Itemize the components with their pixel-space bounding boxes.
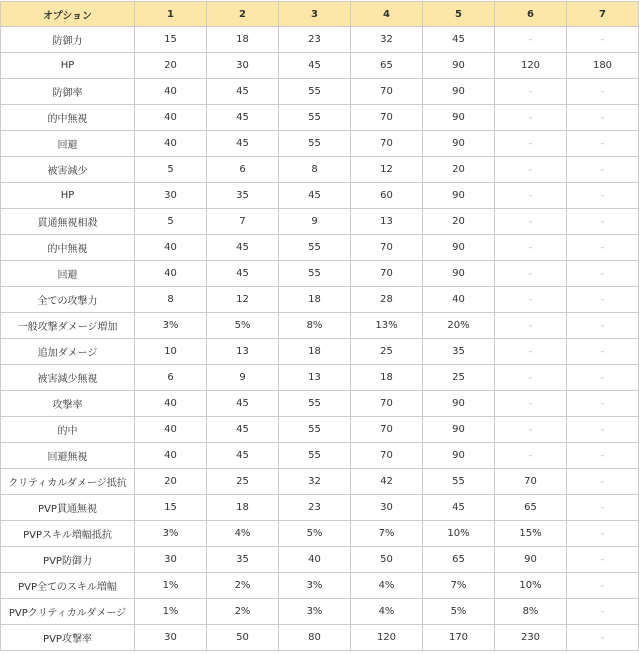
cell-level-7: - — [567, 391, 639, 417]
cell-level-1: 40 — [135, 235, 207, 261]
cell-level-7: - — [567, 365, 639, 391]
cell-level-1: 15 — [135, 27, 207, 53]
table-row — [1, 625, 639, 651]
cell-level-1: 8 — [135, 287, 207, 313]
cell-level-3: 23 — [279, 495, 351, 521]
cell-level-5: 90 — [423, 391, 495, 417]
cell-option-name: 被害減少無視 — [1, 365, 135, 391]
cell-level-7: - — [567, 157, 639, 183]
cell-option-name: 回避 — [1, 131, 135, 157]
cell-level-4: 70 — [351, 391, 423, 417]
cell-level-5: 90 — [423, 53, 495, 79]
cell-level-1: 40 — [135, 391, 207, 417]
cell-level-5: 90 — [423, 183, 495, 209]
header-level-3: 3 — [279, 2, 351, 27]
cell-level-6: - — [495, 105, 567, 131]
cell-level-2: 25 — [207, 469, 279, 495]
cell-option-name: 追加ダメージ — [1, 339, 135, 365]
cell-level-2: 45 — [207, 261, 279, 287]
cell-level-5: 20% — [423, 313, 495, 339]
header-level-5: 5 — [423, 2, 495, 27]
cell-level-2: 9 — [207, 365, 279, 391]
cell-level-4: 30 — [351, 495, 423, 521]
cell-level-1: 5 — [135, 209, 207, 235]
cell-level-2: 4% — [207, 521, 279, 547]
cell-option-name: 被害減少 — [1, 157, 135, 183]
cell-level-5: 25 — [423, 365, 495, 391]
cell-level-4: 65 — [351, 53, 423, 79]
table-row — [1, 599, 639, 625]
cell-level-5: 90 — [423, 79, 495, 105]
cell-level-3: 55 — [279, 79, 351, 105]
cell-option-name: 攻撃率 — [1, 391, 135, 417]
cell-level-3: 32 — [279, 469, 351, 495]
cell-level-1: 20 — [135, 53, 207, 79]
cell-level-4: 12 — [351, 157, 423, 183]
table-row — [1, 53, 639, 79]
cell-level-2: 45 — [207, 235, 279, 261]
cell-level-5: 90 — [423, 235, 495, 261]
cell-level-3: 13 — [279, 365, 351, 391]
cell-level-4: 70 — [351, 79, 423, 105]
cell-level-2: 45 — [207, 417, 279, 443]
cell-level-3: 45 — [279, 183, 351, 209]
cell-level-4: 70 — [351, 235, 423, 261]
table-header-row — [1, 2, 639, 27]
table-row — [1, 339, 639, 365]
cell-level-3: 3% — [279, 599, 351, 625]
cell-option-name: 回避 — [1, 261, 135, 287]
cell-level-3: 5% — [279, 521, 351, 547]
cell-level-5: 35 — [423, 339, 495, 365]
cell-level-3: 80 — [279, 625, 351, 651]
cell-level-6: 8% — [495, 599, 567, 625]
cell-level-2: 50 — [207, 625, 279, 651]
cell-level-1: 40 — [135, 443, 207, 469]
cell-level-3: 55 — [279, 261, 351, 287]
cell-level-5: 90 — [423, 261, 495, 287]
cell-level-2: 30 — [207, 53, 279, 79]
cell-level-5: 90 — [423, 131, 495, 157]
cell-option-name: 全ての攻撃力 — [1, 287, 135, 313]
cell-level-4: 4% — [351, 599, 423, 625]
cell-level-2: 45 — [207, 443, 279, 469]
cell-option-name: 貫通無視相殺 — [1, 209, 135, 235]
cell-level-3: 55 — [279, 131, 351, 157]
cell-option-name: PVP攻撃率 — [1, 625, 135, 651]
option-table — [0, 1, 639, 651]
table-row — [1, 287, 639, 313]
cell-level-5: 45 — [423, 27, 495, 53]
cell-level-7: - — [567, 79, 639, 105]
cell-level-4: 70 — [351, 261, 423, 287]
cell-option-name: PVPスキル増幅抵抗 — [1, 521, 135, 547]
cell-level-7: - — [567, 625, 639, 651]
cell-level-7: - — [567, 105, 639, 131]
cell-level-2: 35 — [207, 547, 279, 573]
cell-level-5: 170 — [423, 625, 495, 651]
cell-level-1: 15 — [135, 495, 207, 521]
cell-level-2: 13 — [207, 339, 279, 365]
cell-level-4: 50 — [351, 547, 423, 573]
cell-level-6: - — [495, 79, 567, 105]
cell-level-6: 65 — [495, 495, 567, 521]
cell-level-4: 120 — [351, 625, 423, 651]
cell-level-6: - — [495, 261, 567, 287]
cell-option-name: PVP貫通無視 — [1, 495, 135, 521]
cell-level-1: 30 — [135, 625, 207, 651]
cell-level-7: - — [567, 27, 639, 53]
cell-level-7: - — [567, 495, 639, 521]
header-level-2: 2 — [207, 2, 279, 27]
cell-level-7: - — [567, 417, 639, 443]
cell-level-3: 23 — [279, 27, 351, 53]
cell-level-3: 18 — [279, 339, 351, 365]
cell-level-4: 60 — [351, 183, 423, 209]
table-body — [1, 27, 639, 651]
cell-level-2: 18 — [207, 495, 279, 521]
cell-level-2: 45 — [207, 105, 279, 131]
cell-level-6: - — [495, 209, 567, 235]
table-row — [1, 157, 639, 183]
cell-level-1: 3% — [135, 521, 207, 547]
cell-level-6: - — [495, 313, 567, 339]
cell-level-5: 55 — [423, 469, 495, 495]
cell-level-7: - — [567, 183, 639, 209]
cell-level-4: 70 — [351, 105, 423, 131]
cell-level-6: 230 — [495, 625, 567, 651]
cell-level-6: - — [495, 391, 567, 417]
cell-option-name: 回避無視 — [1, 443, 135, 469]
table-row — [1, 27, 639, 53]
table-row — [1, 79, 639, 105]
cell-level-3: 18 — [279, 287, 351, 313]
cell-level-1: 6 — [135, 365, 207, 391]
cell-level-3: 3% — [279, 573, 351, 599]
cell-level-1: 40 — [135, 417, 207, 443]
cell-level-4: 18 — [351, 365, 423, 391]
cell-level-7: - — [567, 287, 639, 313]
cell-option-name: PVPクリティカルダメージ — [1, 599, 135, 625]
cell-level-7: - — [567, 521, 639, 547]
header-level-1: 1 — [135, 2, 207, 27]
cell-level-3: 55 — [279, 391, 351, 417]
cell-option-name: HP — [1, 183, 135, 209]
cell-level-5: 90 — [423, 417, 495, 443]
cell-level-4: 42 — [351, 469, 423, 495]
header-level-6: 6 — [495, 2, 567, 27]
cell-level-6: 120 — [495, 53, 567, 79]
table-row — [1, 469, 639, 495]
cell-level-7: - — [567, 599, 639, 625]
cell-level-3: 55 — [279, 105, 351, 131]
cell-level-7: - — [567, 131, 639, 157]
table-row — [1, 443, 639, 469]
cell-level-6: - — [495, 183, 567, 209]
cell-level-7: - — [567, 469, 639, 495]
cell-level-4: 13 — [351, 209, 423, 235]
cell-option-name: クリティカルダメージ抵抗 — [1, 469, 135, 495]
cell-level-4: 7% — [351, 521, 423, 547]
cell-level-5: 65 — [423, 547, 495, 573]
cell-level-1: 30 — [135, 183, 207, 209]
cell-level-6: - — [495, 157, 567, 183]
cell-level-1: 1% — [135, 573, 207, 599]
cell-level-2: 5% — [207, 313, 279, 339]
table-row — [1, 313, 639, 339]
cell-level-5: 7% — [423, 573, 495, 599]
cell-option-name: PVP全てのスキル増幅 — [1, 573, 135, 599]
cell-level-6: 15% — [495, 521, 567, 547]
cell-level-2: 12 — [207, 287, 279, 313]
cell-level-7: - — [567, 209, 639, 235]
cell-level-3: 8 — [279, 157, 351, 183]
table-row — [1, 261, 639, 287]
cell-level-1: 1% — [135, 599, 207, 625]
cell-level-7: 180 — [567, 53, 639, 79]
cell-level-2: 2% — [207, 599, 279, 625]
cell-level-6: 90 — [495, 547, 567, 573]
table-row — [1, 365, 639, 391]
cell-level-7: - — [567, 235, 639, 261]
cell-level-3: 9 — [279, 209, 351, 235]
cell-option-name: PVP防御力 — [1, 547, 135, 573]
cell-level-5: 90 — [423, 443, 495, 469]
header-option: オプション — [1, 2, 135, 27]
table-row — [1, 183, 639, 209]
cell-level-5: 90 — [423, 105, 495, 131]
cell-level-2: 35 — [207, 183, 279, 209]
cell-level-1: 30 — [135, 547, 207, 573]
cell-option-name: 的中無視 — [1, 235, 135, 261]
cell-level-4: 13% — [351, 313, 423, 339]
cell-level-1: 40 — [135, 79, 207, 105]
cell-level-5: 20 — [423, 209, 495, 235]
cell-option-name: 防御率 — [1, 79, 135, 105]
cell-option-name: 的中 — [1, 417, 135, 443]
cell-level-1: 40 — [135, 261, 207, 287]
table-row — [1, 391, 639, 417]
cell-level-6: - — [495, 339, 567, 365]
cell-level-7: - — [567, 547, 639, 573]
cell-level-6: - — [495, 287, 567, 313]
cell-level-1: 40 — [135, 131, 207, 157]
cell-level-2: 45 — [207, 391, 279, 417]
table-row — [1, 573, 639, 599]
header-level-7: 7 — [567, 2, 639, 27]
table-row — [1, 209, 639, 235]
cell-level-3: 40 — [279, 547, 351, 573]
table-row — [1, 495, 639, 521]
cell-option-name: HP — [1, 53, 135, 79]
cell-level-3: 45 — [279, 53, 351, 79]
cell-level-3: 55 — [279, 417, 351, 443]
cell-level-5: 20 — [423, 157, 495, 183]
cell-level-2: 18 — [207, 27, 279, 53]
cell-level-7: - — [567, 339, 639, 365]
cell-level-1: 3% — [135, 313, 207, 339]
cell-level-4: 32 — [351, 27, 423, 53]
cell-level-1: 5 — [135, 157, 207, 183]
cell-level-4: 70 — [351, 417, 423, 443]
table-row — [1, 235, 639, 261]
cell-level-1: 20 — [135, 469, 207, 495]
cell-level-6: - — [495, 365, 567, 391]
cell-level-3: 55 — [279, 443, 351, 469]
cell-level-1: 40 — [135, 105, 207, 131]
cell-level-1: 10 — [135, 339, 207, 365]
table-row — [1, 417, 639, 443]
table-row — [1, 131, 639, 157]
cell-level-7: - — [567, 261, 639, 287]
cell-level-5: 5% — [423, 599, 495, 625]
cell-level-7: - — [567, 443, 639, 469]
cell-level-5: 10% — [423, 521, 495, 547]
cell-level-2: 6 — [207, 157, 279, 183]
cell-level-2: 45 — [207, 131, 279, 157]
cell-level-6: 10% — [495, 573, 567, 599]
cell-level-4: 70 — [351, 131, 423, 157]
cell-level-5: 45 — [423, 495, 495, 521]
cell-level-6: 70 — [495, 469, 567, 495]
cell-level-5: 40 — [423, 287, 495, 313]
cell-option-name: 一般攻撃ダメージ増加 — [1, 313, 135, 339]
cell-level-2: 2% — [207, 573, 279, 599]
cell-level-2: 7 — [207, 209, 279, 235]
cell-level-6: - — [495, 443, 567, 469]
cell-level-4: 28 — [351, 287, 423, 313]
cell-level-7: - — [567, 573, 639, 599]
table-row — [1, 547, 639, 573]
cell-level-2: 45 — [207, 79, 279, 105]
cell-level-4: 70 — [351, 443, 423, 469]
cell-level-4: 25 — [351, 339, 423, 365]
cell-level-3: 8% — [279, 313, 351, 339]
cell-level-6: - — [495, 235, 567, 261]
cell-level-3: 55 — [279, 235, 351, 261]
table-row — [1, 105, 639, 131]
cell-level-6: - — [495, 27, 567, 53]
table-row — [1, 521, 639, 547]
cell-level-6: - — [495, 417, 567, 443]
cell-level-6: - — [495, 131, 567, 157]
cell-option-name: 防御力 — [1, 27, 135, 53]
cell-level-4: 4% — [351, 573, 423, 599]
cell-option-name: 的中無視 — [1, 105, 135, 131]
cell-level-7: - — [567, 313, 639, 339]
header-level-4: 4 — [351, 2, 423, 27]
